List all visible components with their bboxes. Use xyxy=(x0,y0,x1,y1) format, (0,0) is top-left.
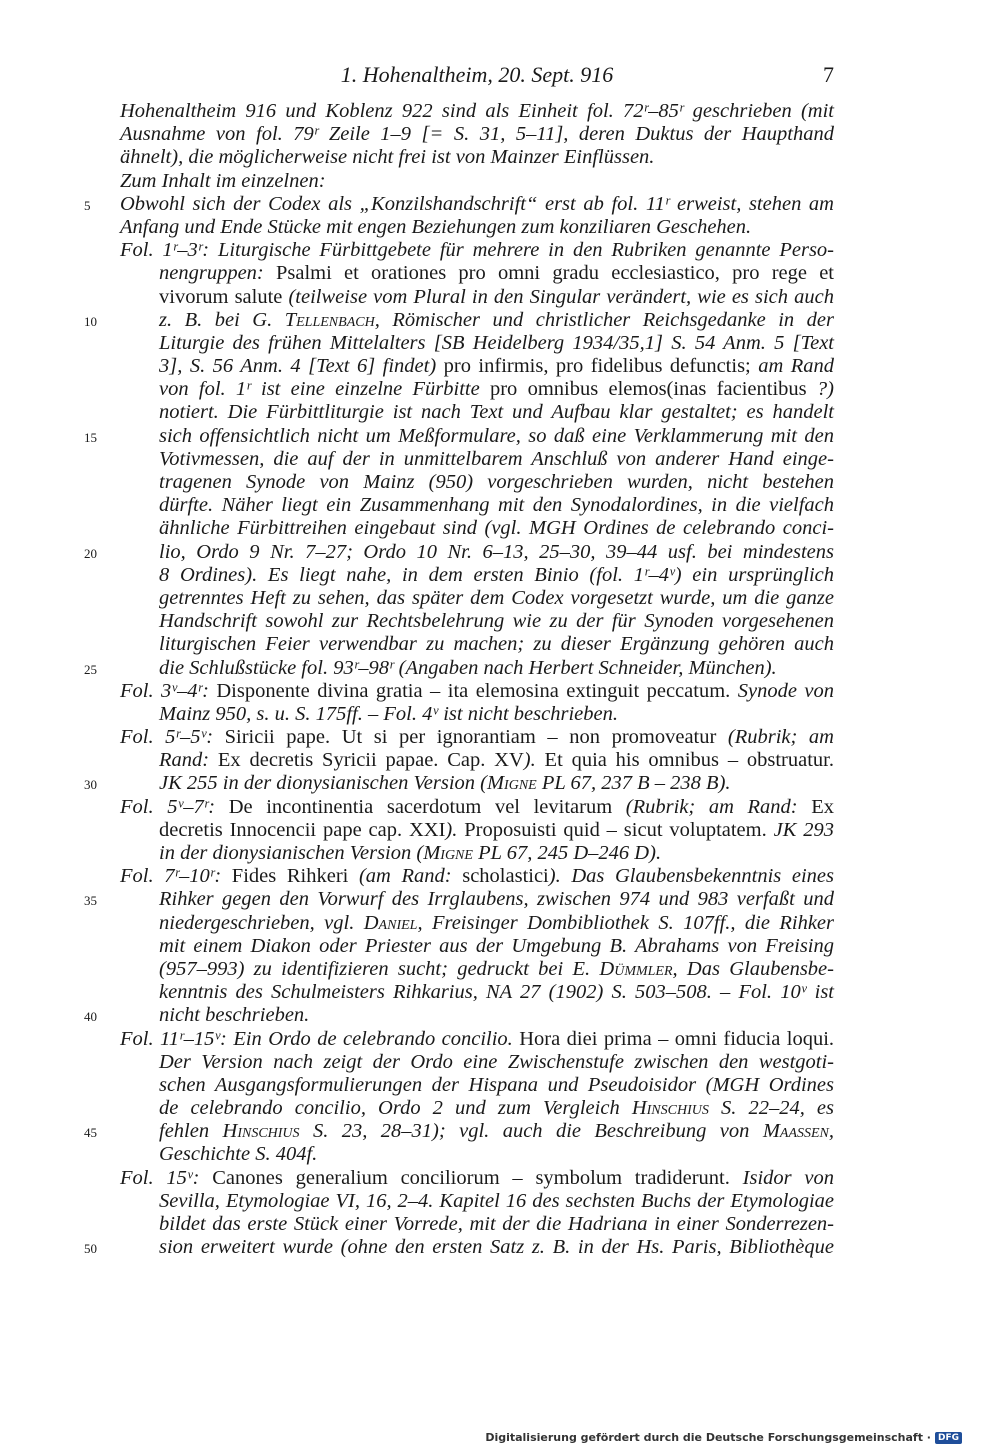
text-line xyxy=(0,332,834,355)
text-line xyxy=(0,772,834,795)
text-line xyxy=(0,912,834,935)
text-segment: niedergeschrieben, vgl. xyxy=(159,911,364,934)
text-line xyxy=(0,1028,834,1051)
text-line xyxy=(0,796,834,819)
text-line xyxy=(0,1167,834,1190)
text-segment: pro omnibus elemos(inas facientibus xyxy=(479,378,817,401)
text-segment: Sevilla, Etymologiae VI, 16, 2–4. Kapitel 16 des sechsten Buchs der Etymologiae xyxy=(159,1189,834,1212)
text-segment: Zum Inhalt im einzelnen: xyxy=(120,169,326,192)
line-number: 30 xyxy=(84,777,97,793)
text-segment: 3], S. 56 Anm. 4 [Text 6] findet) xyxy=(159,355,437,378)
text-line xyxy=(0,1097,834,1120)
text-segment: de celebrando concilio, Ordo 2 und zum Vergleich xyxy=(159,1097,632,1120)
text-line xyxy=(0,842,834,865)
text-segment: Siricii pape. Ut si per ignorantiam – non promoveatur xyxy=(213,726,728,749)
text-line xyxy=(0,865,834,888)
text-segment: Handschrift sowohl zur Rechtsbelehrung wie zu der für Synoden vorgesehenen xyxy=(159,610,834,633)
text-segment: am Rand xyxy=(758,355,834,378)
text-line xyxy=(0,1143,834,1166)
text-segment: getrenntes Heft zu sehen, das später dem Codex vorgesetzt wurde, um die ganze xyxy=(159,586,834,609)
text-segment: kenntnis des Schulmeisters Rihkarius, NA 27 (1902) S. 503–508. – Fol. 10ᵛ ist xyxy=(159,981,834,1004)
text-segment: ähnelt), die möglicherweise nicht frei ist von Mainzer Einflüssen. xyxy=(120,146,655,169)
text-segment: pro infirmis, pro fidelibus defunctis; xyxy=(436,355,759,378)
page-footer xyxy=(485,1431,962,1444)
text-line xyxy=(0,749,834,772)
running-title: 1. Hohenaltheim, 20. Sept. 916 xyxy=(340,62,614,87)
text-segment: (am Rand: xyxy=(358,865,452,888)
text-segment: scholastici xyxy=(451,865,549,888)
line-number: 25 xyxy=(84,661,97,677)
text-line xyxy=(0,1120,834,1143)
text-line xyxy=(0,355,834,378)
text-segment: Migne xyxy=(423,842,473,864)
text-line xyxy=(0,193,834,216)
text-segment: Dümmler xyxy=(599,957,673,980)
text-segment: decretis Innocencii pape cap. XXI xyxy=(159,818,446,841)
text-segment: Hora diei prima – omni fiducia loqui. xyxy=(512,1027,835,1050)
text-segment: ?) xyxy=(816,378,834,401)
text-segment: bildet das erste Stück einer Vorrede, mit der die Hadriana in einer Sonderrezen- xyxy=(159,1213,834,1235)
text-segment: Hohenaltheim 916 und Koblenz 922 sind als Einheit fol. 72ʳ–85ʳ geschrieben (mit xyxy=(120,100,834,122)
text-segment: Fol. 5ʳ–5ᵛ: xyxy=(120,726,214,749)
text-line xyxy=(0,146,834,169)
text-segment: Hinschius xyxy=(222,1120,300,1143)
text-segment: S. 22–24, es xyxy=(708,1097,834,1120)
text-segment: Rand: xyxy=(159,749,210,772)
footer-credit: Digitalisierung gefördert durch die Deutsche Forschungsgemeinschaft · xyxy=(485,1431,931,1444)
text-segment: Et quia his omnibus – obstruatur. xyxy=(535,749,834,772)
text-line xyxy=(0,888,834,911)
text-line xyxy=(0,819,834,842)
text-line xyxy=(0,471,834,494)
text-segment: 8 Ordines). Es liegt nahe, in dem ersten Binio (fol. 1ʳ–4ᵛ) ein ursprünglich xyxy=(159,563,834,586)
text-line xyxy=(0,958,834,981)
text-segment: ). xyxy=(523,749,536,772)
text-line xyxy=(0,1074,834,1097)
line-number: 20 xyxy=(84,545,97,561)
text-segment: z. B. bei G. xyxy=(159,308,285,331)
text-line xyxy=(0,633,834,656)
text-segment: Rihker gegen den Vorwurf des Irrglaubens, zwischen 974 und 983 verfaßt und xyxy=(159,888,834,911)
text-line xyxy=(0,262,834,285)
text-segment: Hinschius xyxy=(631,1097,709,1120)
text-line xyxy=(0,1236,834,1259)
text-line xyxy=(0,239,834,262)
text-line xyxy=(0,425,834,448)
text-segment: De incontinentia sacerdotum vel levitarum xyxy=(215,795,626,818)
text-line xyxy=(0,309,834,332)
text-segment: in der dionysianischen Version ( xyxy=(159,842,424,864)
text-segment: notiert. Die Fürbittliturgie ist nach Text und Aufbau klar gestaltet; es handelt xyxy=(159,401,834,424)
text-line xyxy=(0,216,834,239)
text-line xyxy=(0,401,834,424)
text-line xyxy=(0,657,834,680)
text-segment: dürfte. Näher liegt ein Zusammenhang mit den Synodalordines, in die vielfach xyxy=(159,494,834,517)
text-segment: Ausnahme von fol. 79ʳ Zeile 1–9 [= S. 31, 5–11], deren Duktus der Haupthand xyxy=(120,123,834,146)
text-line xyxy=(0,494,834,517)
dfg-logo-icon: DFG xyxy=(935,1432,962,1444)
text-segment: Fol. 7ʳ–10ʳ: xyxy=(120,865,222,888)
text-segment: Canones generalium conciliorum – symbolum tradiderunt. xyxy=(199,1166,743,1189)
text-line xyxy=(0,378,834,401)
text-segment: ). xyxy=(445,818,458,841)
text-segment: die Schlußstücke fol. 93ʳ–98ʳ (Angaben nach Herbert Schneider, München). xyxy=(159,656,777,679)
text-segment: vivorum salute xyxy=(159,285,289,308)
text-segment: Tellenbach xyxy=(284,308,375,331)
text-segment: Geschichte S. 404f. xyxy=(159,1143,318,1166)
text-segment: , Römischer und christlicher Reichsgedanke in der xyxy=(374,308,834,331)
text-segment: Disponente divina gratia – ita elemosina extinguit peccatum. xyxy=(208,679,738,702)
text-line xyxy=(0,123,834,146)
text-segment: , Das Glaubensbe- xyxy=(672,957,834,980)
text-line xyxy=(0,935,834,958)
page-number: 7 xyxy=(823,62,834,87)
text-segment: Migne xyxy=(486,772,537,795)
text-segment: JK 293 xyxy=(773,818,834,841)
text-segment: fehlen xyxy=(159,1120,223,1143)
text-segment: Maassen xyxy=(762,1120,829,1143)
text-segment: , xyxy=(828,1120,835,1143)
text-segment: (957–993) zu identifizieren sucht; gedruckt bei E. xyxy=(159,957,600,980)
line-number: 10 xyxy=(84,313,97,329)
text-segment: von fol. 1ʳ ist eine einzelne Fürbitte xyxy=(159,378,480,401)
text-segment: (Rubrik; am Rand: xyxy=(625,795,798,818)
text-line xyxy=(0,448,834,471)
document-body xyxy=(0,100,1000,1259)
text-segment: Obwohl sich der Codex als „Konzilshandschrift“ erst ab fol. 11ʳ erweist, stehen am xyxy=(120,192,834,215)
text-line xyxy=(0,587,834,610)
text-line xyxy=(0,286,834,309)
text-segment: Isidor von xyxy=(742,1166,834,1189)
text-segment: Fides Rihkeri xyxy=(221,865,359,888)
page-header xyxy=(120,62,834,92)
text-segment: PL 67, 237 B – 238 B). xyxy=(536,772,731,795)
text-segment: S. 23, 28–31); vgl. auch die Beschreibung von xyxy=(299,1120,763,1143)
text-segment: Anfang und Ende Stücke mit engen Beziehungen zum konziliaren Geschehen. xyxy=(120,215,752,238)
text-segment: Fol. 3ᵛ–4ʳ: xyxy=(120,679,209,702)
text-segment: (Rubrik; am xyxy=(727,726,834,749)
text-line xyxy=(0,541,834,564)
text-segment: Fol. 1ʳ–3ʳ: Liturgische Fürbittgebete für mehrere in den Rubriken genannte Perso- xyxy=(120,239,834,262)
text-line xyxy=(0,517,834,540)
line-number: 40 xyxy=(84,1009,97,1025)
text-line xyxy=(0,680,834,703)
line-number: 5 xyxy=(84,197,91,213)
text-line xyxy=(0,170,834,193)
line-number: 15 xyxy=(84,429,97,445)
text-segment: Daniel xyxy=(363,911,418,934)
line-number: 50 xyxy=(84,1241,97,1257)
line-number: 35 xyxy=(84,893,97,909)
text-segment: Ex decretis Syricii papae. Cap. XV xyxy=(209,749,524,772)
text-segment: ähnliche Fürbittreihen eingebaut sind (vgl. MGH Ordines de celebrando conci- xyxy=(159,517,834,540)
text-segment: Fol. 15ᵛ: xyxy=(120,1166,200,1189)
text-segment: Der Version nach zeigt der Ordo eine Zwischenstufe zwischen den westgoti- xyxy=(159,1050,834,1073)
text-segment: lio, Ordo 9 Nr. 7–27; Ordo 10 Nr. 6–13, 25–30, 39–44 usf. bei mindestens xyxy=(159,540,834,563)
text-line xyxy=(0,1004,834,1027)
text-segment: nicht beschrieben. xyxy=(159,1004,310,1027)
text-segment: sion erweitert wurde (ohne den ersten Satz z. B. in der Hs. Paris, Bibliothèque xyxy=(159,1236,834,1259)
text-segment: Votivmessen, die auf der in unmittelbarem Anschluß von anderer Hand einge- xyxy=(159,447,834,470)
text-line xyxy=(0,726,834,749)
text-segment: liturgischen Feier verwendbar zu machen; zu dieser Ergänzung gehören auch xyxy=(159,633,834,656)
text-segment: Fol. 11ʳ–15ᵛ: Ein Ordo de celebrando concilio. xyxy=(120,1027,513,1050)
text-segment: Fol. 5ᵛ–7ʳ: xyxy=(120,795,216,818)
text-segment: Ex xyxy=(797,795,834,818)
text-segment: Liturgie des frühen Mittelalters [SB Heidelberg 1934/35,1] S. 54 Anm. 5 [Text xyxy=(159,331,834,354)
text-line xyxy=(0,1051,834,1074)
text-segment: , Freisinger Dombibliothek S. 107ff., die Rihker xyxy=(417,911,835,934)
text-line xyxy=(0,100,834,123)
text-segment: PL 67, 245 D–246 D). xyxy=(472,842,662,864)
text-segment: Psalmi et orationes pro omni gradu ecclesiastico, pro rege et xyxy=(263,262,834,285)
line-number: 45 xyxy=(84,1125,97,1141)
text-segment: Proposuisti quid – sicut voluptatem. xyxy=(457,818,774,841)
text-segment: mit einem Diakon oder Priester aus der Umgebung B. Abrahams von Freising xyxy=(159,934,834,957)
text-segment: sich offensichtlich nicht um Meßformulare, so daß eine Verklammerung mit den xyxy=(159,424,834,447)
text-segment: (teilweise vom Plural in den Singular verändert, wie es sich auch xyxy=(288,285,834,308)
text-segment: JK 255 in der dionysianischen Version ( xyxy=(159,772,487,795)
text-segment: tragenen Synode von Mainz (950) vorgeschrieben wurden, nicht bestehen xyxy=(159,471,834,493)
text-segment: nengruppen: xyxy=(159,262,264,285)
text-line xyxy=(0,703,834,726)
text-segment: schen Ausgangsformulierungen der Hispana und Pseudoisidor (MGH Ordines xyxy=(159,1073,834,1096)
text-line xyxy=(0,610,834,633)
text-segment: ). Das Glaubensbekenntnis eines xyxy=(548,865,834,888)
text-line xyxy=(0,1190,834,1213)
text-line xyxy=(0,981,834,1004)
text-segment: Synode von xyxy=(737,679,834,702)
text-segment: Mainz 950, s. u. S. 175ff. – Fol. 4ᵛ ist nicht beschrieben. xyxy=(159,702,618,725)
text-line xyxy=(0,564,834,587)
text-line xyxy=(0,1213,834,1236)
